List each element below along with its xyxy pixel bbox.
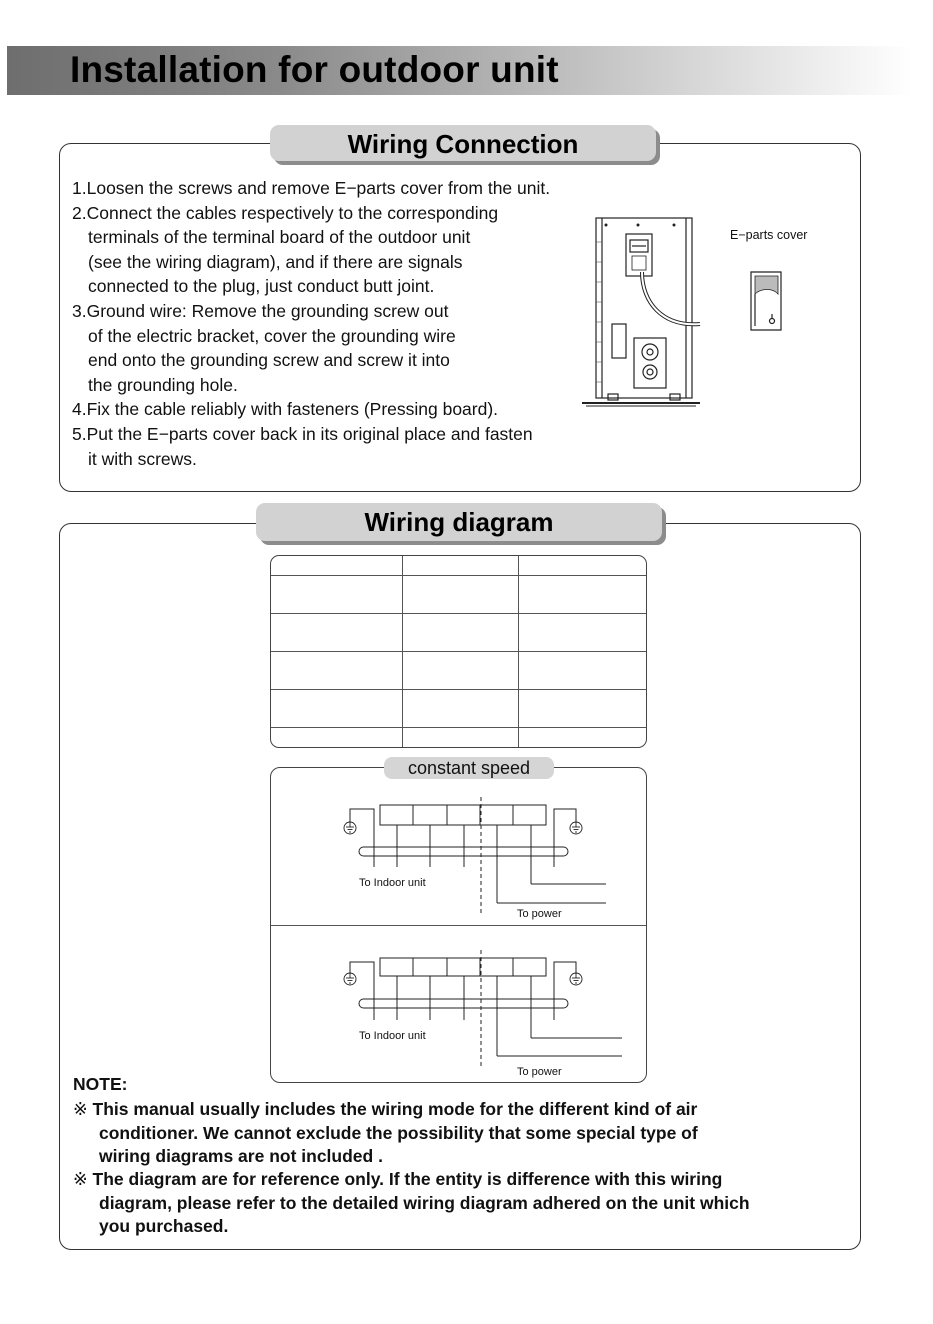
- table-cell: [519, 575, 647, 613]
- diagram-divider: [271, 925, 646, 926]
- wiring-diagram-title: [256, 503, 662, 541]
- step-text: Fix the cable reliably with fasteners (Pressing board).: [86, 399, 499, 420]
- wiring-diagram-title-text: Wiring diagram: [364, 507, 554, 537]
- note-text: diagram, please refer to the detailed wiring diagram adhered on the unit which: [99, 1192, 750, 1213]
- note-text: you purchased.: [99, 1216, 229, 1236]
- step-number: 3.: [72, 300, 87, 321]
- step-text: the grounding hole.: [88, 374, 238, 395]
- to-power-label: To power: [517, 1066, 562, 1078]
- table-cell: [271, 651, 402, 689]
- step-5: [72, 422, 550, 447]
- eparts-cover-label: E−parts cover: [730, 228, 808, 242]
- table-cell: [519, 613, 647, 651]
- terminal-diagram-1: [272, 795, 644, 925]
- table-row: [271, 728, 646, 747]
- step-text: Ground wire: Remove the grounding screw out: [86, 300, 449, 321]
- step-number: 5.: [72, 423, 87, 444]
- wiring-table: [270, 555, 647, 748]
- terminal-diagram-2: [272, 948, 644, 1080]
- step-4: [72, 397, 550, 422]
- installation-steps: [72, 176, 550, 471]
- table-cell: [402, 556, 518, 575]
- table-cell: [402, 613, 518, 651]
- table-cell: [271, 690, 402, 728]
- table-cell: [271, 613, 402, 651]
- step-1: [72, 176, 550, 201]
- table-cell: [402, 690, 518, 728]
- table-cell: [519, 556, 647, 575]
- table-cell: [271, 728, 402, 747]
- step-text: (see the wiring diagram), and if there are signals: [88, 251, 463, 272]
- table-cell: [519, 651, 647, 689]
- note-text: This manual usually includes the wiring mode for the different kind of air: [92, 1099, 698, 1119]
- note-text: The diagram are for reference only. If the entity is difference with this wiring: [92, 1169, 723, 1189]
- step-text: end onto the grounding screw and screw it into: [88, 350, 450, 371]
- note-line: [73, 1098, 698, 1122]
- eparts-cover-icon: [745, 268, 787, 332]
- wiring-connection-title-text: Wiring Connection: [347, 129, 579, 159]
- table-row: [271, 556, 646, 575]
- note-text: wiring diagrams are not included .: [99, 1146, 383, 1166]
- table-cell: [519, 690, 647, 728]
- to-indoor-label: To Indoor unit: [359, 877, 426, 889]
- step-3: [72, 299, 550, 324]
- table-cell: [271, 556, 402, 575]
- page-title: Installation for outdoor unit: [70, 49, 559, 90]
- terminal-block: [380, 958, 546, 976]
- wiring-connection-title: [270, 125, 656, 161]
- to-power-label: To power: [517, 908, 562, 920]
- note-marker: ※: [73, 1169, 88, 1189]
- note-title: NOTE:: [73, 1074, 128, 1094]
- note-text: conditioner. We cannot exclude the possibility that some special type of: [99, 1122, 698, 1143]
- table-row: [271, 690, 646, 728]
- wiring-table-grid: [271, 556, 646, 747]
- step-text: Loosen the screws and remove E−parts cover from the unit.: [86, 178, 551, 198]
- constant-speed-label: constant speed: [384, 757, 554, 779]
- step-text: Put the E−parts cover back in its original place and fasten: [86, 423, 533, 444]
- terminal-block: [380, 805, 546, 825]
- note-item-1: [73, 1098, 698, 1169]
- table-row: [271, 651, 646, 689]
- table-cell: [402, 728, 518, 747]
- step-2: [72, 201, 550, 226]
- step-number: 1.: [72, 178, 87, 198]
- table-row: [271, 575, 646, 613]
- table-row: [271, 613, 646, 651]
- ground-symbol-icon: [570, 822, 582, 834]
- step-text: terminals of the terminal board of the outdoor unit: [88, 227, 471, 248]
- ground-symbol-icon: [344, 822, 356, 834]
- note-marker: ※: [73, 1099, 88, 1119]
- note-item-2: [73, 1168, 750, 1239]
- ground-symbol-icon: [570, 973, 582, 985]
- step-text: of the electric bracket, cover the grounding wire: [88, 325, 456, 346]
- table-cell: [271, 575, 402, 613]
- table-cell: [402, 575, 518, 613]
- note-line: [73, 1168, 750, 1192]
- step-text: connected to the plug, just conduct butt joint.: [88, 276, 435, 297]
- step-number: 4.: [72, 399, 87, 420]
- ground-symbol-icon: [344, 973, 356, 985]
- to-indoor-label: To Indoor unit: [359, 1030, 426, 1042]
- table-cell: [519, 728, 647, 747]
- table-cell: [402, 651, 518, 689]
- outdoor-unit-illustration: [582, 212, 706, 412]
- step-number: 2.: [72, 202, 87, 223]
- step-text: Connect the cables respectively to the corresponding: [86, 202, 499, 223]
- step-text: it with screws.: [88, 448, 197, 469]
